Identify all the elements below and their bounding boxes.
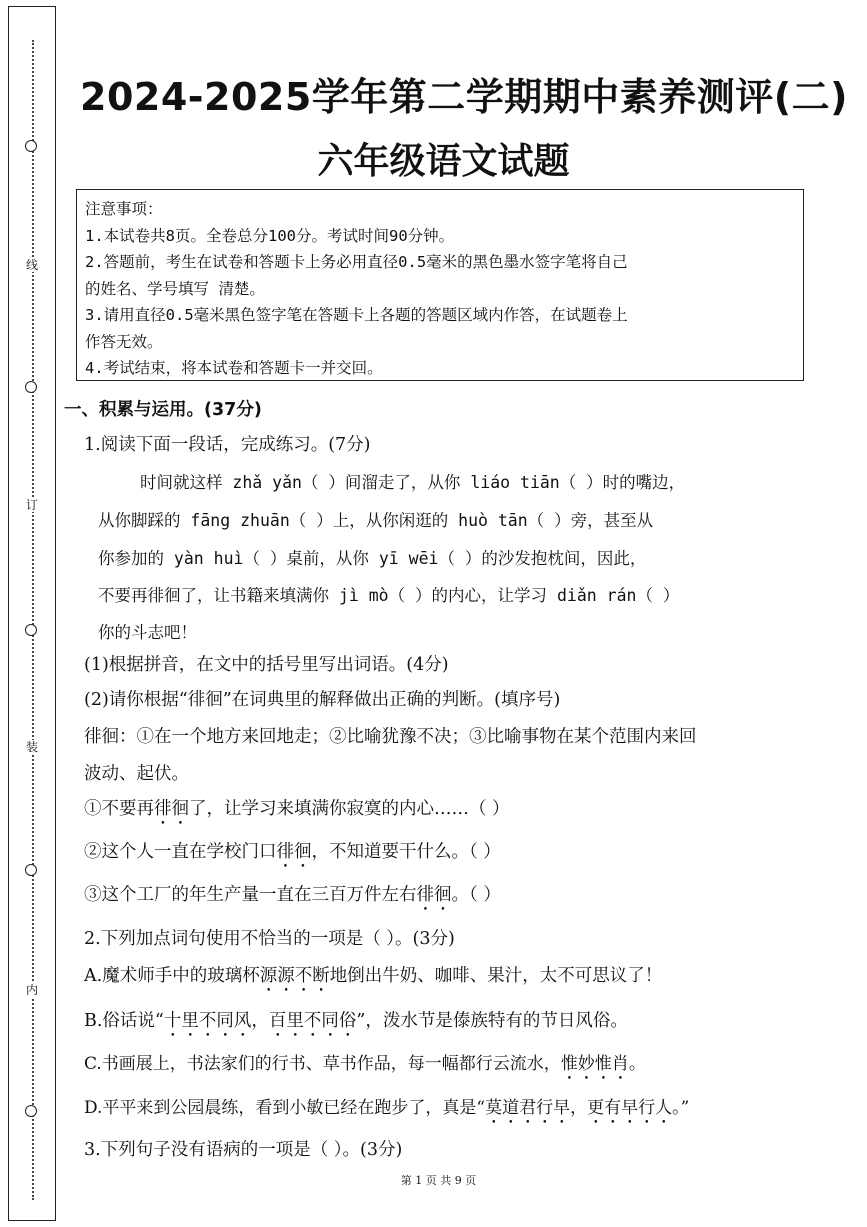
passage-line: 你的斗志吧！ (98, 623, 197, 642)
question-3-title: 3.下列句子没有语病的一项是（ ）。(3分) (84, 1140, 403, 1160)
sub-question-2: (2)请你根据“徘徊”在词典里的解释做出正确的判断。(填序号) (84, 690, 561, 710)
notice-heading: 注意事项： (85, 200, 163, 218)
passage-line: 从你脚踩的 fāng zhuān（ ）上，从你闲逛的 huò tān（ ）旁，甚至从 (98, 511, 654, 530)
dotted-word: 徘徊 (276, 842, 312, 862)
binding-hole (25, 1105, 37, 1117)
option-b: B.俗话说“十里不同风，百里不同俗”，泼水节是傣族特有的节日风俗。 (84, 1011, 628, 1031)
judge-item-3: ③这个工厂的年生产量一直在三百万件左右徘徊。（ ） (84, 885, 501, 905)
notice-box (76, 189, 804, 381)
dotted-word: 徘徊 (154, 799, 189, 819)
margin-mark-zhuang: 装 (25, 740, 38, 754)
exam-subtitle: 六年级语文试题 (317, 141, 570, 182)
margin-mark-nei: 内 (25, 983, 38, 997)
passage-line: 时间就这样 zhǎ yǎn（ ）间溜走了，从你 liáo tiān（ ）时的嘴边， (140, 473, 686, 492)
binding-hole (25, 864, 37, 876)
definition-line: 徘徊：①在一个地方来回地走；②比喻犹豫不决；③比喻事物在某个范围内来回 (84, 727, 697, 747)
passage-line: 不要再徘徊了，让书籍来填满你 jì mò（ ）的内心，让学习 diǎn rán（ ） (98, 586, 680, 605)
option-c: C.书画展上，书法家们的行书、草书作品，每一幅都行云流水，惟妙惟肖。 (84, 1054, 646, 1074)
page-footer: 第 1 页 共 9 页 (400, 1174, 477, 1187)
question-2-title: 2.下列加点词句使用不恰当的一项是（ ）。(3分) (84, 929, 455, 949)
judge-item-2: ②这个人一直在学校门口徘徊，不知道要干什么。（ ） (84, 842, 501, 862)
binding-hole (25, 624, 37, 636)
dotted-word: 十里不同风，百里不同俗 (163, 1011, 357, 1031)
binding-hole (25, 381, 37, 393)
option-d: D.平平来到公园晨练，看到小敏已经在跑步了，真是“莫道君行早，更有早行人。” (84, 1098, 690, 1118)
dotted-word: 惟妙惟肖 (560, 1054, 629, 1074)
exam-title: 2024-2025学年第二学期期中素养测评(二) (80, 75, 849, 119)
option-a: A.魔术师手中的玻璃杯源源不断地倒出牛奶、咖啡、果汁，太不可思议了！ (84, 966, 663, 986)
sub-question-1: (1)根据拼音，在文中的括号里写出词语。(4分) (84, 655, 449, 675)
notice-item: 作答无效。 (85, 332, 163, 351)
margin-mark-ding: 订 (25, 498, 38, 512)
dotted-word: 莫道君行早，更有早行人 (485, 1098, 673, 1118)
notice-item: 2.答题前，考生在试卷和答题卡上务必用直径0.5毫米的黑色墨水签字笔将自己 (85, 253, 628, 271)
notice-item: 4.考试结束，将本试卷和答题卡一并交回。 (85, 359, 383, 377)
definition-line: 波动、起伏。 (84, 764, 189, 784)
question-1-title: 1.阅读下面一段话，完成练习。(7分) (84, 435, 371, 455)
passage-line: 你参加的 yàn huì（ ）桌前，从你 yī wēi（ ）的沙发抱枕间，因此， (98, 549, 647, 568)
binding-dotted-line (32, 40, 34, 1200)
notice-item: 1.本试卷共8页。全卷总分100分。考试时间90分钟。 (85, 226, 455, 245)
margin-mark-xian: 线 (25, 258, 38, 272)
notice-item: 的姓名、学号填写 清楚。 (85, 279, 265, 298)
notice-item: 3.请用直径0.5毫米黑色签字笔在答题卡上各题的答题区域内作答，在试题卷上 (85, 306, 628, 324)
judge-item-1: ①不要再徘徊了，让学习来填满你寂寞的内心……（ ） (84, 799, 510, 819)
section-heading: 一、积累与运用。(37分) (64, 400, 262, 420)
dotted-word: 源源不断 (259, 966, 330, 986)
dotted-word: 徘徊 (416, 885, 452, 905)
